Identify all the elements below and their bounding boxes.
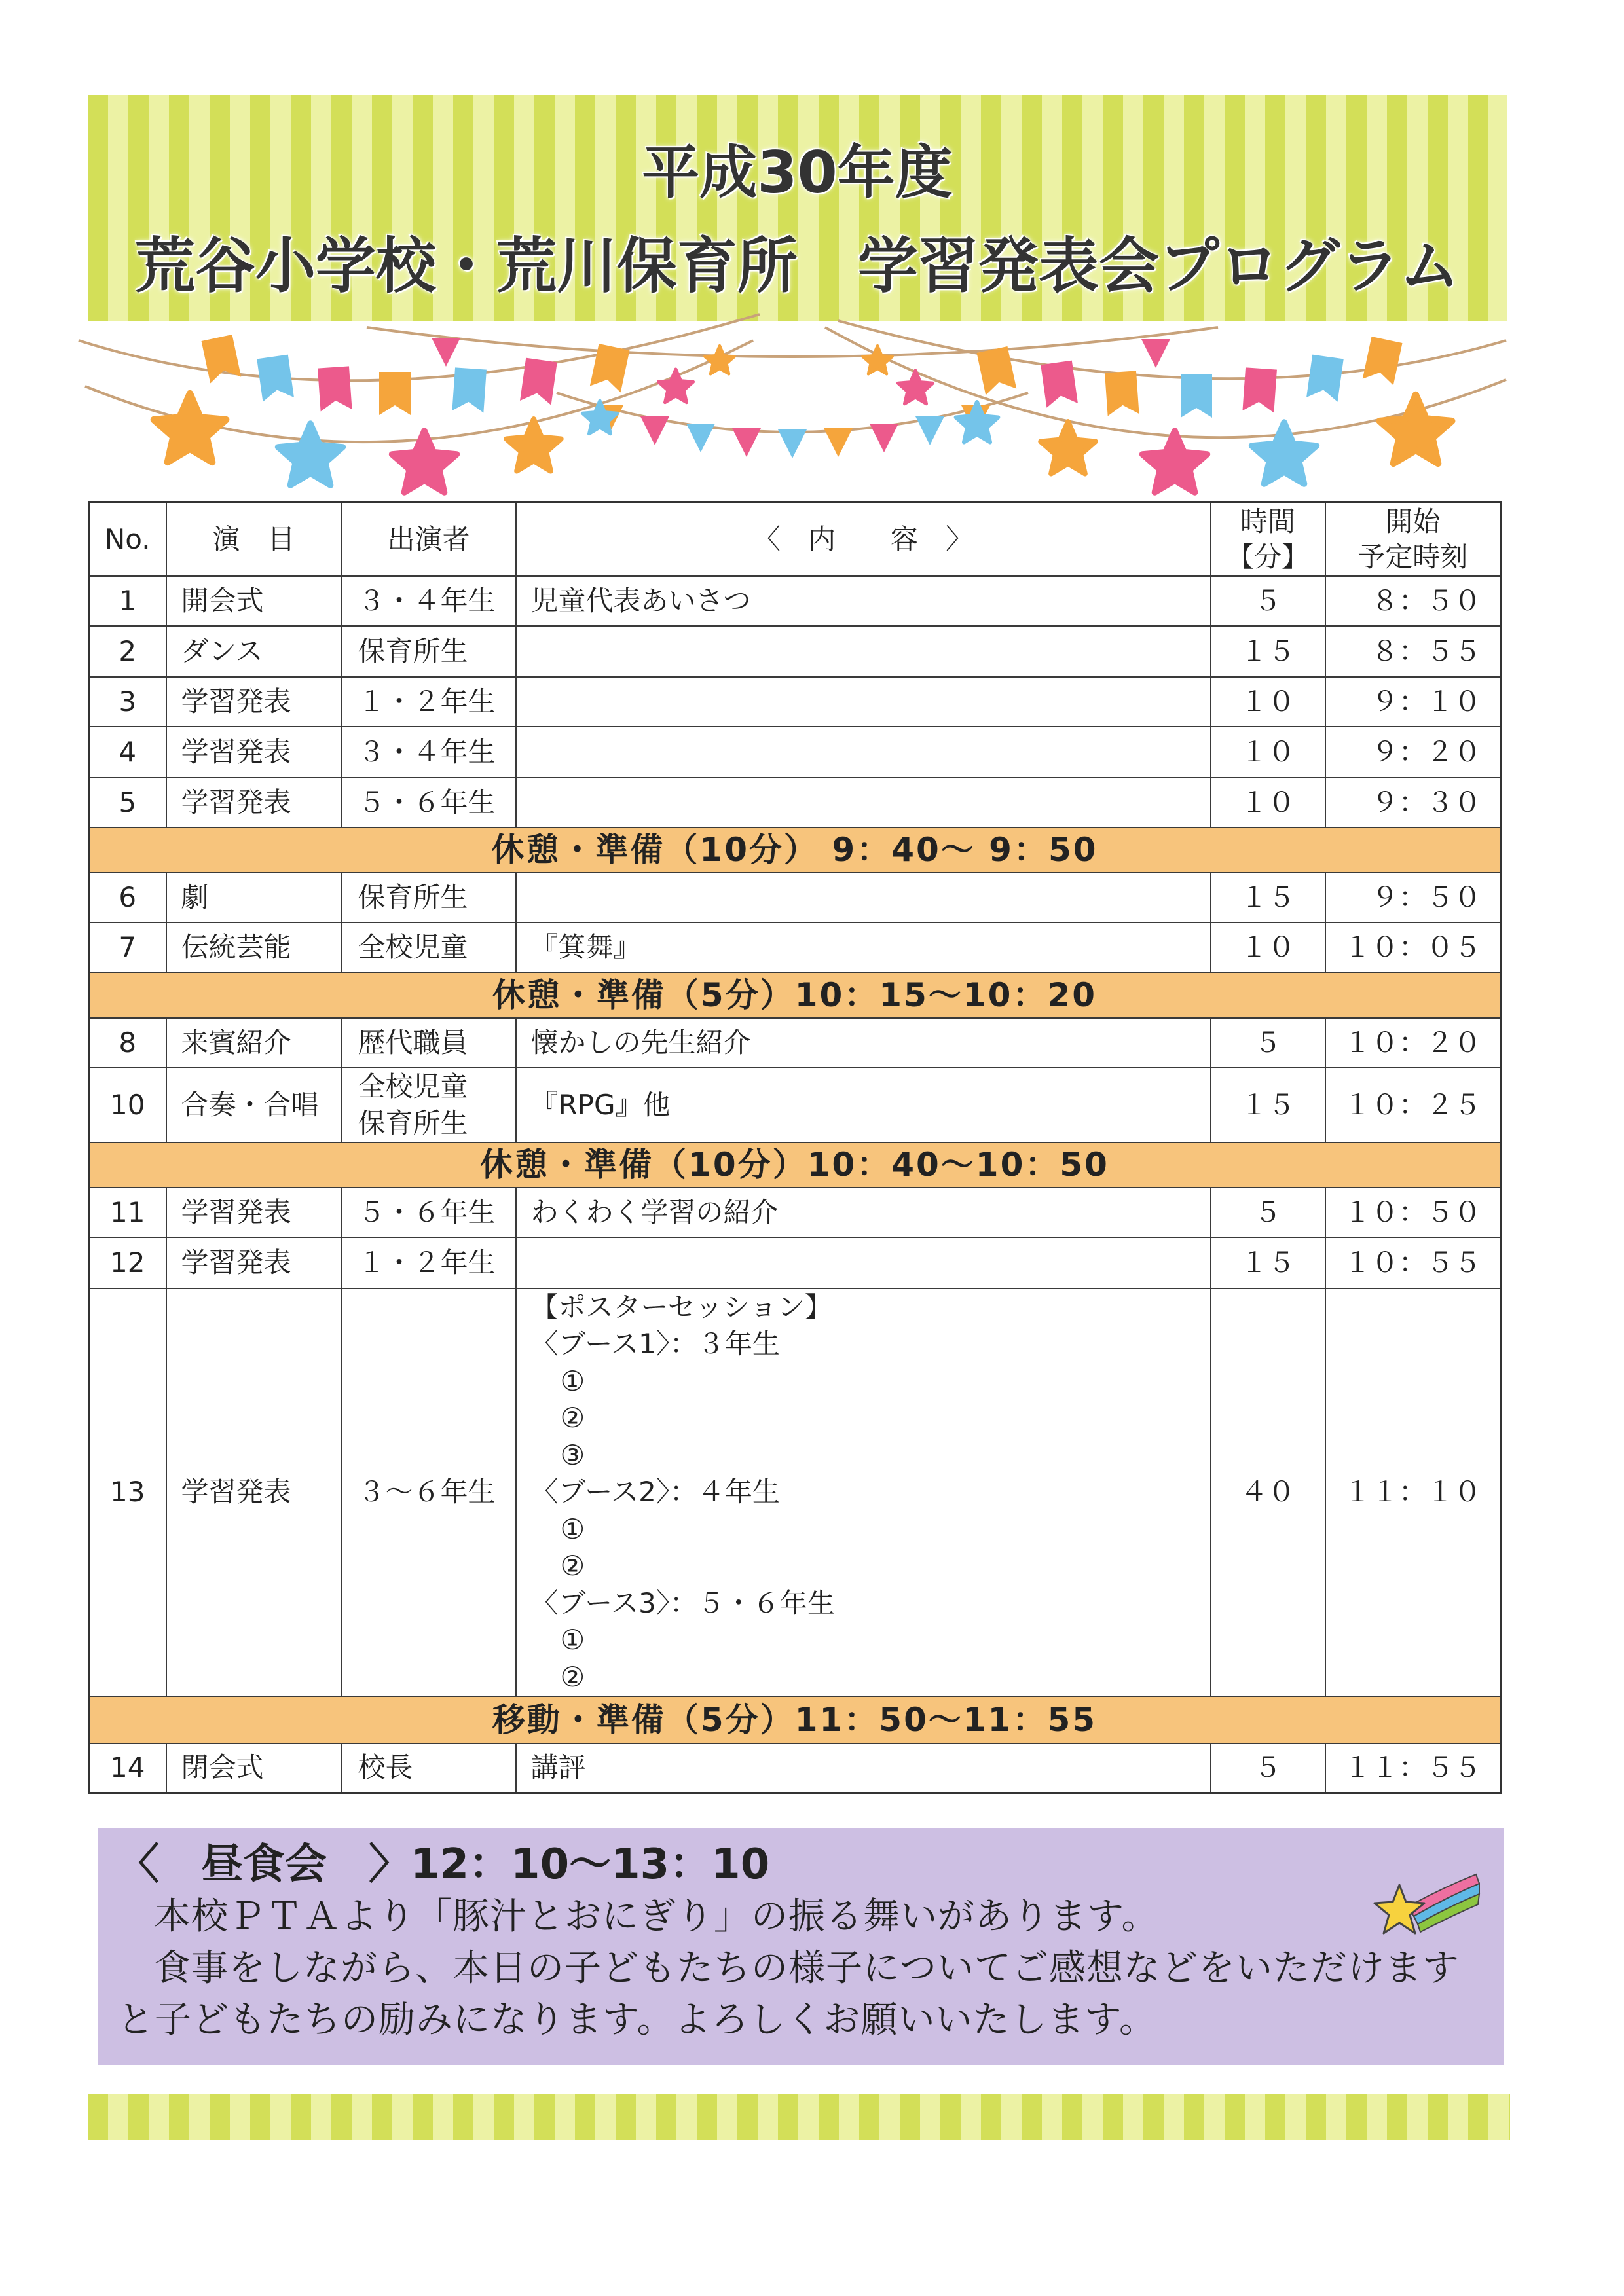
- bunting-string: [85, 340, 753, 442]
- row-start-time: ８：５０: [1325, 576, 1501, 626]
- pennant-flag: [1242, 367, 1276, 412]
- row-minutes: ５: [1211, 1018, 1325, 1068]
- row-performer: [342, 1288, 516, 1697]
- pennant-flag: [1181, 374, 1212, 418]
- row-performer: [342, 873, 516, 922]
- content-line: ①: [560, 1364, 585, 1397]
- pennant-flag: [202, 335, 242, 384]
- row-content: [516, 873, 1211, 922]
- row-start-time: １０：５０: [1325, 1188, 1501, 1237]
- row-start-time: １０：０５: [1325, 922, 1501, 972]
- row-content: [516, 1018, 1211, 1068]
- row-performer: [342, 677, 516, 727]
- header-minutes-line: 【分】: [1226, 540, 1309, 573]
- lunch-notice: [98, 1828, 1504, 2065]
- row-start-time: １０：２０: [1325, 1018, 1501, 1068]
- star-icon: [392, 431, 457, 492]
- row-item: 学習発表: [166, 1288, 342, 1697]
- performer-line: 保育所生: [358, 1106, 468, 1139]
- content-line: ③: [560, 1438, 585, 1471]
- star-icon: [582, 401, 617, 434]
- content-line: 懐かしの先生紹介: [530, 1026, 751, 1059]
- break-label: 休憩・準備（5分）10：15～10：20: [89, 972, 1501, 1018]
- content-line: ②: [560, 1550, 585, 1582]
- content-line: わくわく学習の紹介: [530, 1195, 779, 1228]
- performer-line: ３・４年生: [358, 735, 496, 768]
- star-icon: [898, 371, 932, 404]
- lunch-title: 〈 昼食会 〉12：10～13：10: [117, 1840, 770, 1889]
- star-icon: [506, 419, 561, 471]
- pennant-flag: [379, 372, 411, 415]
- row-start-time: ８：５５: [1325, 626, 1501, 677]
- content-line: ①: [560, 1512, 585, 1545]
- header-minutes: [1211, 503, 1325, 576]
- triangle-flag: [595, 405, 623, 434]
- row-content: [516, 1743, 1211, 1793]
- content-line: 【ポスターセッション】: [530, 1290, 832, 1323]
- program-row: [89, 1068, 1501, 1142]
- performer-line: ３～６年生: [358, 1476, 496, 1508]
- row-performer: [342, 778, 516, 828]
- row-performer: [342, 727, 516, 778]
- row-start-time: １１：１０: [1325, 1288, 1501, 1697]
- pennant-flag: [1041, 361, 1078, 408]
- triangle-flag: [1141, 339, 1170, 368]
- row-minutes: １５: [1211, 873, 1325, 922]
- row-content: [516, 1288, 1211, 1697]
- content-line: 〈ブース2〉：４年生: [530, 1476, 780, 1508]
- row-minutes: ４０: [1211, 1288, 1325, 1697]
- row-content: [516, 1068, 1211, 1142]
- row-start-time: ９：５０: [1325, 873, 1501, 922]
- row-content: [516, 727, 1211, 778]
- triangle-flag: [686, 424, 715, 452]
- break-label: 移動・準備（5分）11：50～11：55: [89, 1696, 1501, 1743]
- row-content: [516, 922, 1211, 972]
- row-performer: [342, 576, 516, 626]
- page-title-year: 平成30年度: [642, 139, 953, 206]
- content-line: 『RPG』他: [530, 1088, 671, 1121]
- row-minutes: ５: [1211, 1188, 1325, 1237]
- break-row: [89, 828, 1501, 873]
- row-number: 11: [89, 1188, 166, 1237]
- triangle-flag: [915, 416, 944, 445]
- content-line: 講評: [530, 1751, 586, 1784]
- header-start-time: [1325, 503, 1501, 576]
- triangle-flag: [732, 428, 761, 457]
- row-start-time: ９：１０: [1325, 677, 1501, 727]
- star-icon: [1380, 395, 1452, 464]
- pennant-flag: [1105, 371, 1139, 416]
- star-icon: [658, 369, 693, 403]
- row-item: 学習発表: [166, 778, 342, 828]
- row-minutes: １５: [1211, 1068, 1325, 1142]
- performer-line: 全校児童: [358, 1070, 468, 1102]
- star-icon: [956, 402, 999, 443]
- row-item: 伝統芸能: [166, 922, 342, 972]
- program-row: [89, 873, 1501, 922]
- header-no: No.: [89, 503, 166, 576]
- performer-line: 保育所生: [358, 634, 468, 667]
- triangle-flag: [870, 424, 898, 452]
- footer-stripe: [88, 2094, 1510, 2140]
- row-minutes: １５: [1211, 626, 1325, 677]
- performer-line: 歴代職員: [358, 1026, 468, 1059]
- header-start-line: 開始: [1385, 505, 1441, 538]
- row-performer: [342, 1188, 516, 1237]
- row-number: 3: [89, 677, 166, 727]
- row-item: 学習発表: [166, 727, 342, 778]
- row-minutes: ５: [1211, 1743, 1325, 1793]
- table-header-row: [89, 503, 1501, 576]
- content-line: ②: [560, 1402, 585, 1434]
- content-line: 〈ブース1〉：３年生: [530, 1328, 780, 1360]
- content-line: 『箕舞』: [530, 930, 641, 963]
- program-row: [89, 1743, 1501, 1793]
- program-row: [89, 922, 1501, 972]
- star-icon: [705, 346, 735, 374]
- row-number: 1: [89, 576, 166, 626]
- star-icon: [862, 346, 893, 374]
- row-item: 合奏・合唱: [166, 1068, 342, 1142]
- row-content: [516, 1237, 1211, 1288]
- row-number: 4: [89, 727, 166, 778]
- performer-line: 校長: [358, 1751, 413, 1784]
- row-performer: [342, 922, 516, 972]
- program-row: [89, 727, 1501, 778]
- performer-line: １・２年生: [358, 1246, 496, 1279]
- bunting-string: [557, 393, 1028, 432]
- bunting-string: [825, 327, 1506, 437]
- content-line: ①: [560, 1624, 585, 1656]
- program-table: [88, 501, 1502, 1794]
- break-label: 休憩・準備（10分）10：40～10：50: [89, 1142, 1501, 1188]
- row-item: 閉会式: [166, 1743, 342, 1793]
- performer-line: ５・６年生: [358, 786, 496, 818]
- row-content: [516, 576, 1211, 626]
- header-content: 〈 内 容 〉: [516, 503, 1211, 576]
- row-number: 6: [89, 873, 166, 922]
- row-item: 開会式: [166, 576, 342, 626]
- triangle-flag: [824, 428, 853, 457]
- program-row: [89, 1018, 1501, 1068]
- row-number: 14: [89, 1743, 166, 1793]
- row-performer: [342, 626, 516, 677]
- page-title: 荒谷小学校・荒川保育所 学習発表会プログラム: [134, 231, 1460, 301]
- row-minutes: １５: [1211, 1237, 1325, 1288]
- row-item: 学習発表: [166, 1237, 342, 1288]
- star-icon: [278, 424, 343, 485]
- row-number: 13: [89, 1288, 166, 1697]
- pennant-flag: [257, 355, 294, 402]
- star-icon: [154, 393, 226, 462]
- header-performer: 出演者: [342, 503, 516, 576]
- break-row: [89, 1696, 1501, 1743]
- row-minutes: ５: [1211, 576, 1325, 626]
- performer-line: 保育所生: [358, 881, 468, 913]
- row-item: 劇: [166, 873, 342, 922]
- triangle-flag: [640, 416, 669, 445]
- shooting-star-icon: [1368, 1869, 1481, 1945]
- row-number: 8: [89, 1018, 166, 1068]
- break-row: [89, 972, 1501, 1018]
- row-item: 学習発表: [166, 677, 342, 727]
- row-start-time: ９：３０: [1325, 778, 1501, 828]
- break-label: 休憩・準備（10分） 9：40～ 9：50: [89, 828, 1501, 873]
- row-number: 2: [89, 626, 166, 677]
- star-icon: [1041, 422, 1096, 474]
- row-item: 来賓紹介: [166, 1018, 342, 1068]
- row-content: [516, 626, 1211, 677]
- program-row: [89, 1288, 1501, 1697]
- row-performer: [342, 1237, 516, 1288]
- row-content: [516, 677, 1211, 727]
- content-line: ②: [560, 1660, 585, 1693]
- triangle-flag: [778, 429, 807, 458]
- content-line: 児童代表あいさつ: [530, 584, 751, 617]
- bunting-string: [838, 321, 1506, 378]
- triangle-flag: [961, 405, 990, 434]
- row-item: ダンス: [166, 626, 342, 677]
- program-row: [89, 677, 1501, 727]
- pennant-flag: [590, 344, 630, 393]
- row-minutes: １０: [1211, 778, 1325, 828]
- performer-line: 全校児童: [358, 930, 468, 963]
- bunting-string: [367, 327, 1218, 357]
- row-minutes: １０: [1211, 727, 1325, 778]
- pennant-flag: [520, 358, 557, 405]
- header-minutes-line: 時間: [1240, 505, 1295, 538]
- row-number: 10: [89, 1068, 166, 1142]
- pennant-flag: [1363, 337, 1403, 386]
- row-minutes: １０: [1211, 922, 1325, 972]
- program-row: [89, 576, 1501, 626]
- program-row: [89, 778, 1501, 828]
- program-row: [89, 626, 1501, 677]
- pennant-flag: [1306, 355, 1344, 402]
- title-banner: [88, 95, 1507, 321]
- performer-line: ３・４年生: [358, 584, 496, 617]
- row-start-time: １０：５５: [1325, 1237, 1501, 1288]
- triangle-flag: [432, 338, 460, 367]
- row-item: 学習発表: [166, 1188, 342, 1237]
- row-start-time: １０：２５: [1325, 1068, 1501, 1142]
- star-icon: [1252, 422, 1317, 484]
- program-row: [89, 1188, 1501, 1237]
- performer-line: １・２年生: [358, 685, 496, 718]
- pennant-flag: [318, 366, 352, 411]
- program-row: [89, 1237, 1501, 1288]
- row-content: [516, 778, 1211, 828]
- star-icon: [1143, 431, 1208, 492]
- row-performer: [342, 1068, 516, 1142]
- row-content: [516, 1188, 1211, 1237]
- pennant-flag: [977, 346, 1017, 395]
- row-number: 12: [89, 1237, 166, 1288]
- row-performer: [342, 1743, 516, 1793]
- row-start-time: １１：５５: [1325, 1743, 1501, 1793]
- row-number: 7: [89, 922, 166, 972]
- bunting-string: [79, 314, 760, 380]
- pennant-flag: [452, 367, 486, 412]
- lunch-paragraph: 食事をしながら、本日の子どもたちの様子についてご感想などをいただけますと子どもたちの励みになります。よろしくお願いいたします。: [117, 1947, 1460, 2041]
- content-line: 〈ブース3〉：５・６年生: [530, 1586, 835, 1619]
- header-start-line: 予定時刻: [1357, 540, 1468, 573]
- row-start-time: ９：２０: [1325, 727, 1501, 778]
- lunch-message: [117, 1891, 1473, 2046]
- header-item: 演 目: [166, 503, 342, 576]
- row-minutes: １０: [1211, 677, 1325, 727]
- row-number: 5: [89, 778, 166, 828]
- lunch-paragraph: 本校ＰＴＡより「豚汁とおにぎり」の振る舞いがあります。: [154, 1895, 1159, 1938]
- performer-line: ５・６年生: [358, 1195, 496, 1228]
- row-performer: [342, 1018, 516, 1068]
- break-row: [89, 1142, 1501, 1188]
